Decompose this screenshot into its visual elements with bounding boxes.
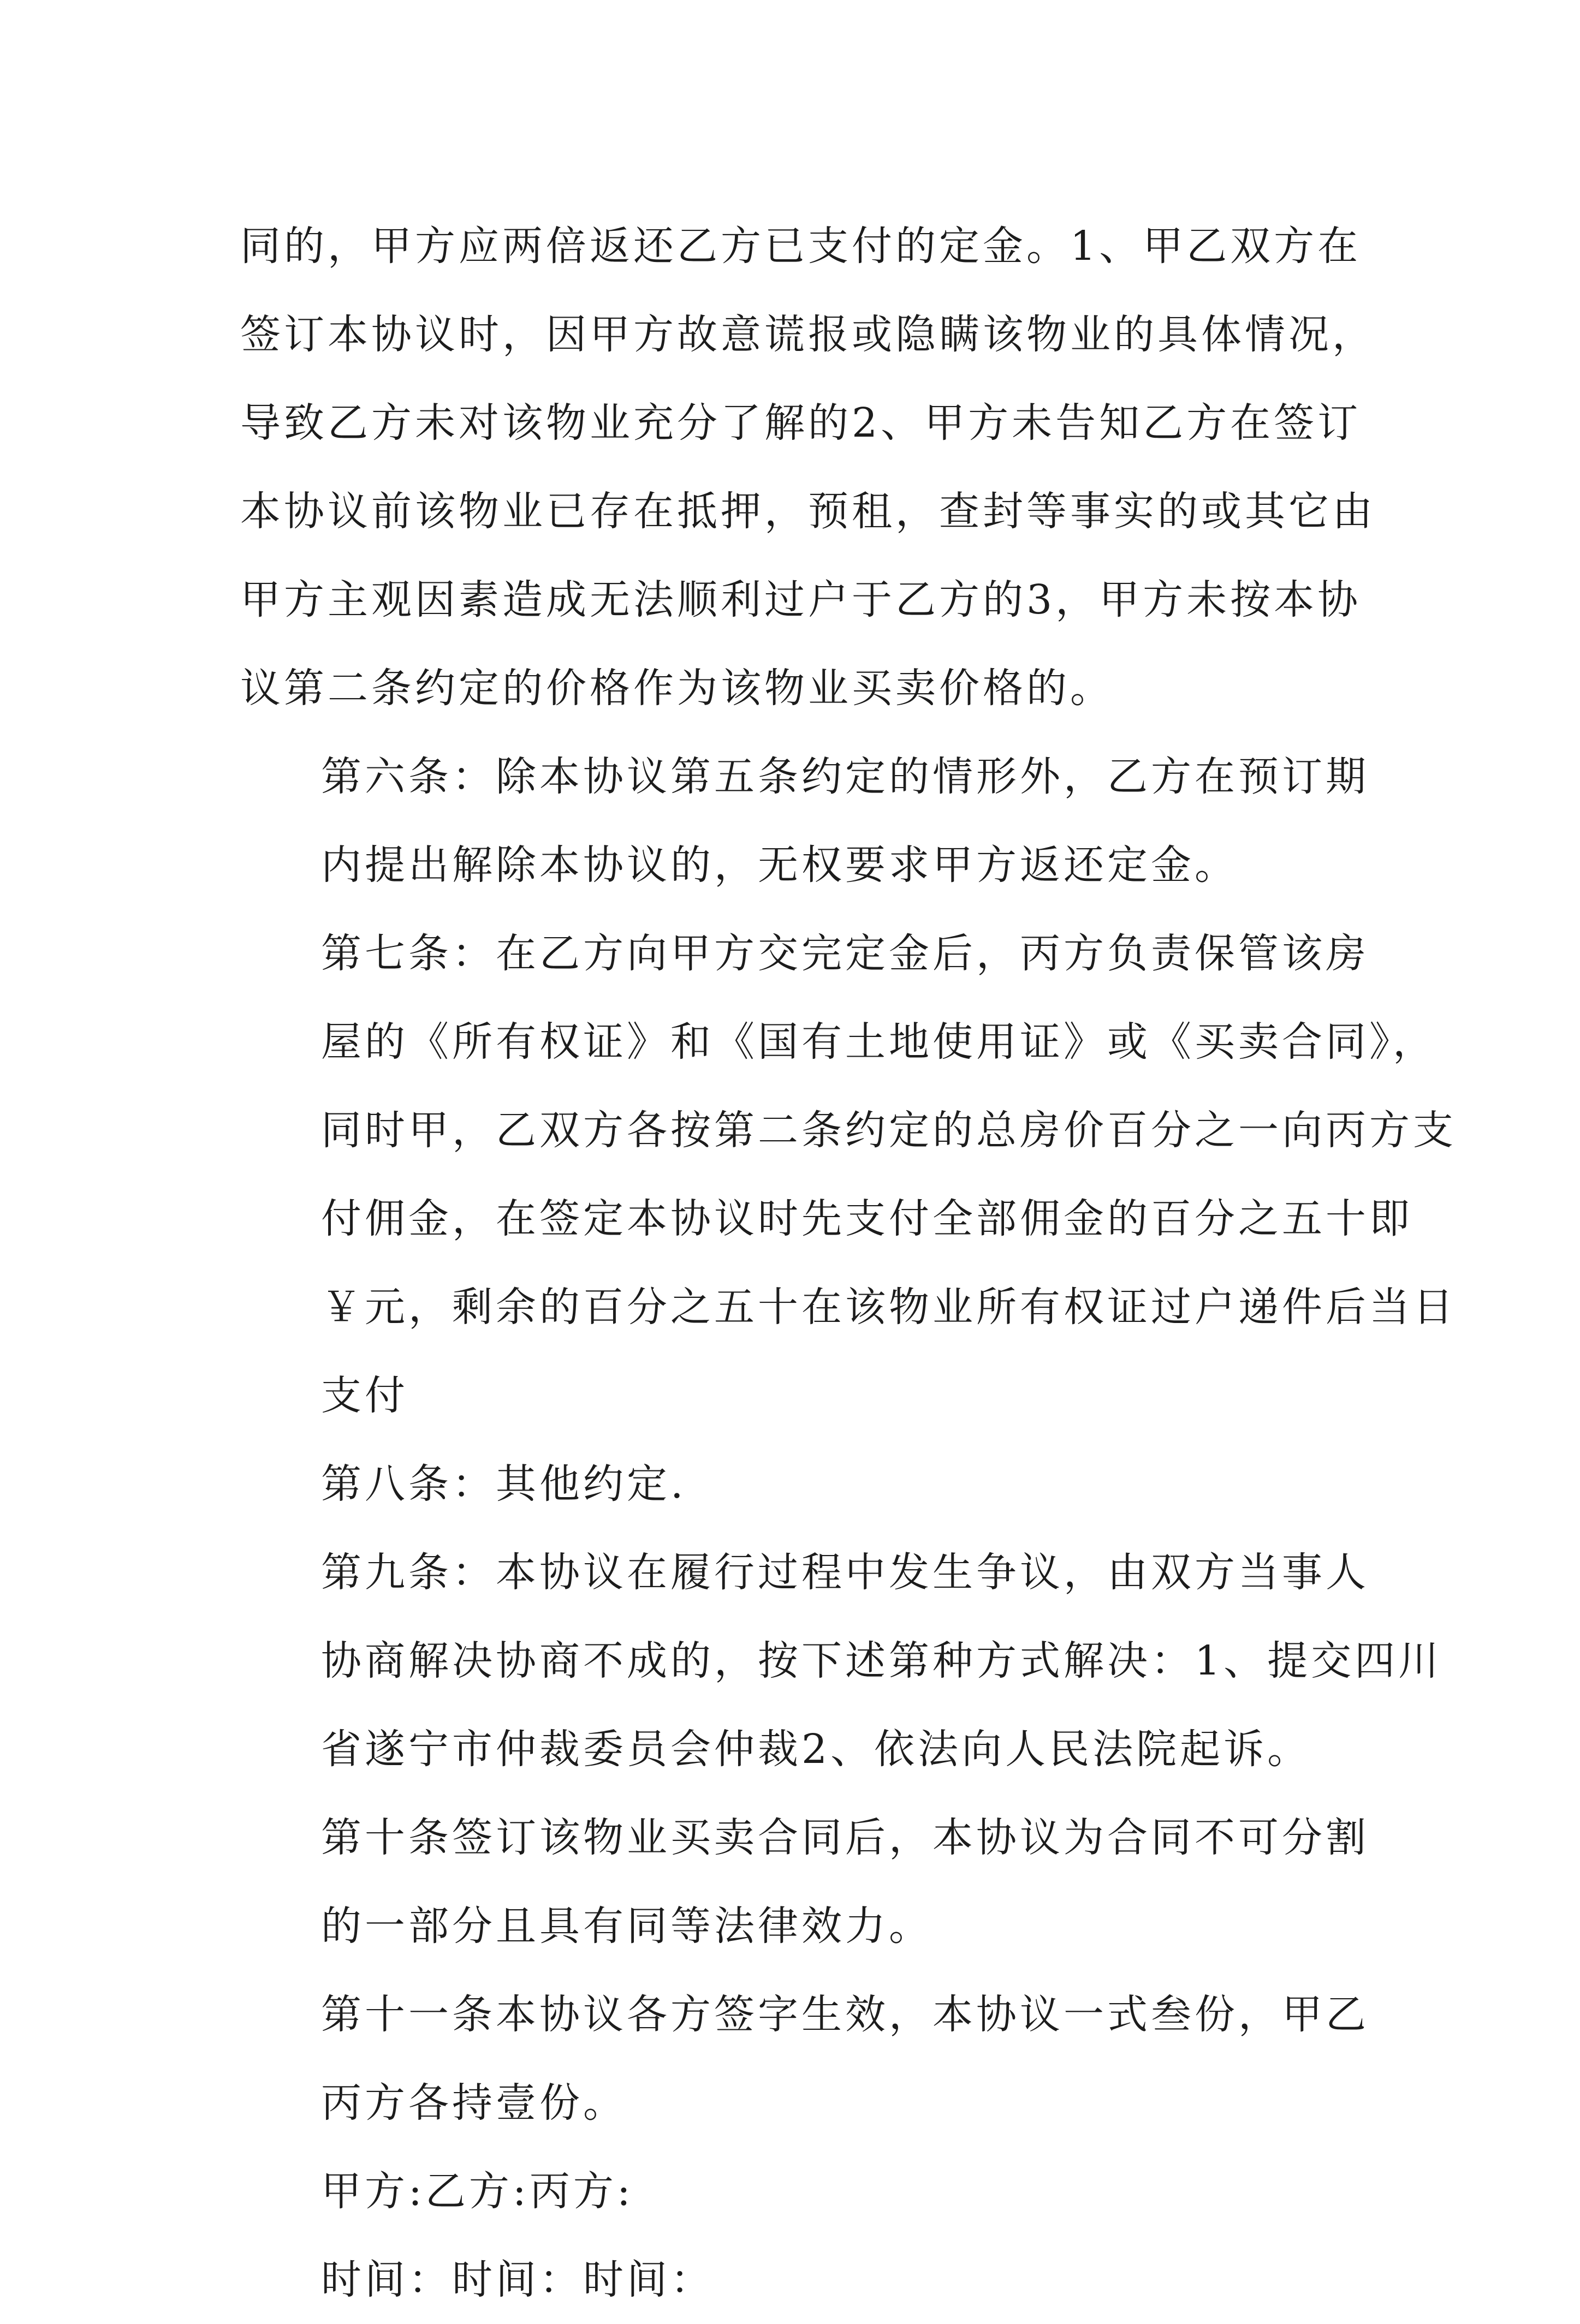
text-line: 省遂宁市仲裁委员会仲裁2、依法向人民法院起诉。 bbox=[321, 1726, 1311, 1773]
paragraph-article-7 bbox=[240, 909, 1457, 1440]
text-line: 议第二条约定的价格作为该物业买卖价格的。 bbox=[240, 665, 1114, 712]
paragraph-article-8 bbox=[240, 1440, 1354, 1528]
paragraph-breach-terms bbox=[240, 202, 1376, 732]
text-line: 付佣金，在签定本协议时先支付全部佣金的百分之五十即 bbox=[321, 1195, 1413, 1242]
paragraph-article-9 bbox=[240, 1528, 1442, 1793]
text-line: 屋的《所有权证》和《国有土地使用证》或《买卖合同》， bbox=[321, 1018, 1436, 1065]
text-line: ￥元，剩余的百分之五十在该物业所有权证过户递件后当日 bbox=[321, 1284, 1457, 1331]
text-line: 甲方:乙方:丙方: bbox=[321, 2168, 634, 2215]
text-line: 协商解决协商不成的，按下述第种方式解决：1、提交四川 bbox=[321, 1637, 1442, 1684]
text-line: 第九条：本协议在履行过程中发生争议，由双方当事人 bbox=[321, 1549, 1369, 1596]
text-line: 同的，甲方应两倍返还乙方已支付的定金。1、甲乙双方在 bbox=[240, 223, 1362, 270]
text-line: 第十一条本协议各方签字生效，本协议一式叁份，甲乙 bbox=[321, 1991, 1369, 2038]
text-line: 第八条：其他约定. bbox=[321, 1461, 687, 1507]
paragraph-article-6 bbox=[240, 732, 1369, 909]
text-line: 签订本协议时，因甲方故意谎报或隐瞒该物业的具体情况， bbox=[240, 311, 1376, 358]
text-line: 同时甲，乙双方各按第二条约定的总房价百分之一向丙方支 bbox=[321, 1107, 1457, 1154]
text-line: 第十条签订该物业买卖合同后，本协议为合同不可分割 bbox=[321, 1814, 1369, 1861]
document-body bbox=[240, 202, 1457, 2324]
text-line: 丙方各持壹份。 bbox=[321, 2079, 627, 2126]
text-line: 支付 bbox=[321, 1372, 408, 1419]
signature-dates-line bbox=[240, 2236, 1354, 2324]
paragraph-article-11 bbox=[240, 1970, 1369, 2147]
text-line: 甲方主观因素造成无法顺利过户于乙方的3，甲方未按本协 bbox=[240, 576, 1362, 623]
text-line: 本协议前该物业已存在抵押，预租，查封等事实的或其它由 bbox=[240, 488, 1376, 535]
text-line: 第七条：在乙方向甲方交完定金后，丙方负责保管该房 bbox=[321, 930, 1369, 977]
paragraph-article-10 bbox=[240, 1793, 1369, 1970]
text-line: 的一部分且具有同等法律效力。 bbox=[321, 1903, 932, 1950]
text-line: 时间：时间：时间： bbox=[321, 2256, 714, 2303]
text-line: 导致乙方未对该物业充分了解的2、甲方未告知乙方在签订 bbox=[240, 400, 1362, 446]
signature-parties-line bbox=[240, 2147, 1354, 2236]
text-line: 内提出解除本协议的，无权要求甲方返还定金。 bbox=[321, 842, 1238, 889]
text-line: 第六条：除本协议第五条约定的情形外，乙方在预订期 bbox=[321, 753, 1369, 800]
